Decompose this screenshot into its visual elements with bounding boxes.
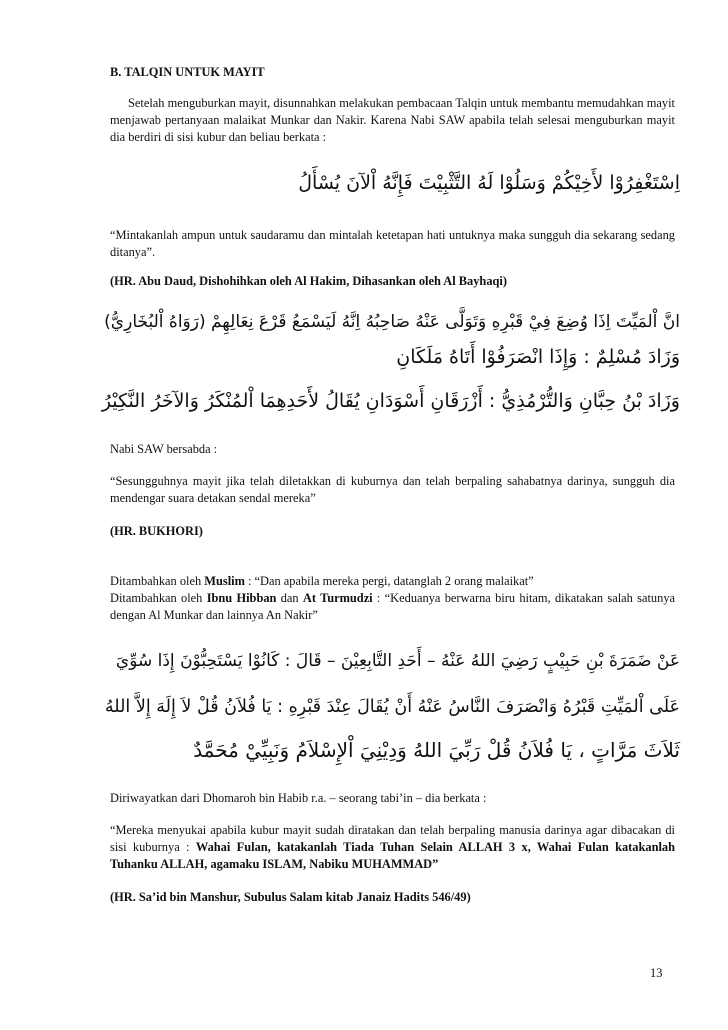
section-heading: B. TALQIN UNTUK MAYIT xyxy=(110,65,265,79)
added-prefix: Ditambahkan oleh xyxy=(110,574,205,588)
hadith-source-2: (HR. BUKHORI) xyxy=(110,524,203,538)
added-by-muslim xyxy=(110,573,675,590)
added-connector: dan xyxy=(276,591,303,605)
added-text: : “Keduanya berwarna biru hitam, dikatakan salah satunya dengan Al Munkar dan lainnya An Nakir” xyxy=(110,591,676,622)
page-number: 13 xyxy=(650,966,663,980)
hadith-source-1: (HR. Abu Daud, Dishohihkan oleh Al Hakim, Dihasankan oleh Al Bayhaqi) xyxy=(110,274,507,288)
intro-paragraph: Setelah menguburkan mayit, disunnahkan melakukan pembacaan Talqin untuk membantu memudahkan mayit menjawab pertanyaan malaikat Munkar dan Nakir. Karena Nabi SAW apabila telah selesai menguburkan mayit dia berdiri di sisi kubur dan beliau berkata : xyxy=(110,96,675,144)
narrator-name: At Turmudzi xyxy=(302,591,373,605)
translation-quote-1: “Mintakanlah ampun untuk saudaramu dan mintalah ketetapan hati untuknya maka sungguh dia sekarang sedang ditanya”. xyxy=(110,228,675,259)
arabic-line: وَزَادَ بْنُ حِبَّانِ وَالتُّرْمُذِيُّ : أَزْرَقَانِ أَسْوَدَانِ يُقَالُ لأَحَدِهِمَا اْلمُنْكَرُ وَالآخَرُ النَّكِيْرُ xyxy=(101,390,680,412)
quote-plain-text: “Mereka menyukai apabila kubur mayit sudah diratakan dan telah berpaling manusia darinya agar dibacakan di sisi kuburnya : xyxy=(110,823,675,854)
narrator-name: Muslim xyxy=(204,574,245,588)
arabic-line: عَنْ ضَمَرَةَ بْنِ حَبِيْبٍ رَضِيَ اللهُ عَنْهُ – أَحَدِ التَّابِعِيْنَ – قَالَ : كَانُوْا يَسْتَحِبُّوْنَ إِذَا سُوِّيَ xyxy=(115,651,680,671)
arabic-hadith-1: اِسْتَغْفِرُوْا لأَخِيْكُمْ وَسَلُوْا لَهُ التَّثْبِيْتَ فَإِنَّهُ اْلآنَ يُسْأَلُ xyxy=(298,172,680,194)
nabi-saw-line: Nabi SAW bersabda : xyxy=(110,442,218,456)
arabic-line: انَّ اْلمَيِّتَ اِذَا وُضِعَ فِيْ قَبْرِهِ وَتَوَلَّى عَنْهُ صَاحِبُهُ اِنَّهُ لَيَسْمَعُ قَرْعَ نِعَالِهِمْ (رَوَاهُ اْلبُخَارِيُّ) xyxy=(104,312,680,332)
translation-quote-2: “Sesungguhnya mayit jika telah diletakkan di kuburnya dan telah berpaling sahabatnya darinya, sungguh dia mendengar suara detakan sendal mereka” xyxy=(110,474,675,505)
arabic-line: عَلَى اْلمَيِّتِ قَبْرُهُ وَانْصَرَفَ النَّاسُ عَنْهُ أَنْ يُقَالَ عِنْدَ قَبْرِهِ : يَا فُلاَنُ قُلْ لاَ إِلَهَ إِلاَّ اللهُ xyxy=(104,697,680,717)
quote-bold-text: Wahai Fulan, katakanlah Tiada Tuhan Selain ALLAH 3 x, Wahai Fulan katakanlah Tuhanku ALLAH, agamaku ISLAM, Nabiku MUHAMMAD” xyxy=(110,840,676,871)
added-by-ibnu-hibban xyxy=(110,590,675,624)
narrator-name: Ibnu Hibban xyxy=(206,591,277,605)
narrated-line: Diriwayatkan dari Dhomaroh bin Habib r.a. – seorang tabi’in – dia berkata : xyxy=(110,791,487,805)
added-prefix: Ditambahkan oleh xyxy=(110,591,207,605)
arabic-line: ثَلاَثَ مَرَّاتٍ ، يَا فُلاَنُ قُلْ رَبِّيَ اللهُ وَدِيْنِيَ اْلإِسْلاَمُ وَنَبِيِّيْ مُحَمَّدٌ xyxy=(193,738,680,762)
hadith-source-3: (HR. Sa’id bin Manshur, Subulus Salam kitab Janaiz Hadits 546/49) xyxy=(110,890,471,904)
arabic-line: وَزَادَ مُسْلِمٌ : وَإِذَا انْصَرَفُوْا أَتَاهُ مَلَكَانِ xyxy=(396,346,680,368)
translation-quote-3 xyxy=(110,822,675,873)
added-text: : “Dan apabila mereka pergi, datanglah 2 orang malaikat” xyxy=(244,574,534,588)
